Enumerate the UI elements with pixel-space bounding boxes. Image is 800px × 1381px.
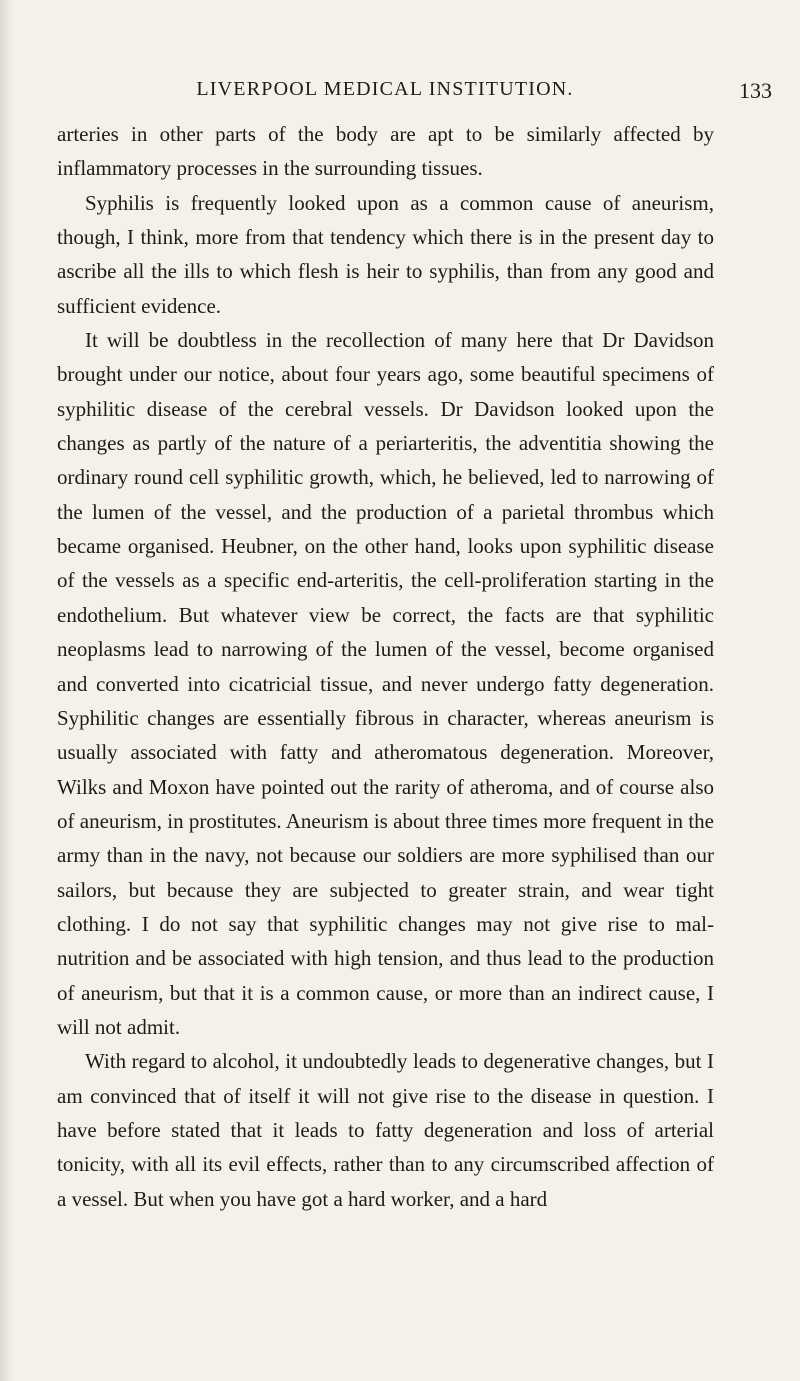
body-text — [57, 117, 714, 1216]
paragraph-syphilis: Syphilis is frequently looked upon as a common cause of aneurism, though, I think, more from that tendency which there is in the present day to ascribe all the ills to which flesh is heir to syphilis, than from any good and sufficient evidence. — [57, 190, 714, 318]
paragraph-continuation: arteries in other parts of the body are apt to be similarly affected by inflammatory processes in the surrounding tissues. — [57, 122, 714, 181]
running-title: LIVERPOOL MEDICAL INSTITUTION. — [196, 78, 574, 100]
page-number: 133 — [739, 78, 772, 103]
paragraph-davidson: It will be doubtless in the recollection of many here that Dr Davidson brought under our notice, about four years ago, some beautiful specimens of syphilitic disease of the cerebral vessels. Dr Davidson looked upon the changes as partly of the nature of a periarteritis, the adventitia showing the ordinary round cell syphilitic growth, which, he believed, led to narrowing of the lumen of the vessel, and the production of a parietal thrombus which became organised. Heubner, on the other hand, looks upon syphilitic disease of the vessels as a specific end-arteritis, the cell-proliferation starting in the endothelium. But whatever view be correct, the facts are that syphilitic neoplasms lead to narrowing of the lumen of the vessel, become organised and converted into cicatricial tissue, and never undergo fatty degeneration. Syphilitic changes are essentially fibrous in character, whereas aneurism is usually associated with fatty and atheromatous degeneration. Moreover, Wilks and Moxon have pointed out the rarity of atheroma, and of course also of aneurism, in prostitutes. Aneurism is about three times more frequent in the army than in the navy, not because our soldiers are more syphilised than our sailors, but because they are subjected to greater strain, and wear tight clothing. I do not say that syphilitic changes may not give rise to mal-nutrition and be associated with high tension, and thus lead to the production of aneurism, but that it is a common cause, or more than an indirect cause, I will not admit. — [57, 328, 714, 1039]
paragraph-alcohol: With regard to alcohol, it undoubtedly leads to degenerative changes, but I am convinced that of itself it will not give rise to the disease in question. I have before stated that it leads to fatty degeneration and loss of arterial tonicity, with all its evil effects, rather than to any circumscribed affection of a vessel. But when you have got a hard worker, and a hard — [57, 1049, 714, 1211]
running-head — [40, 78, 772, 112]
binding-shadow — [0, 0, 14, 1381]
